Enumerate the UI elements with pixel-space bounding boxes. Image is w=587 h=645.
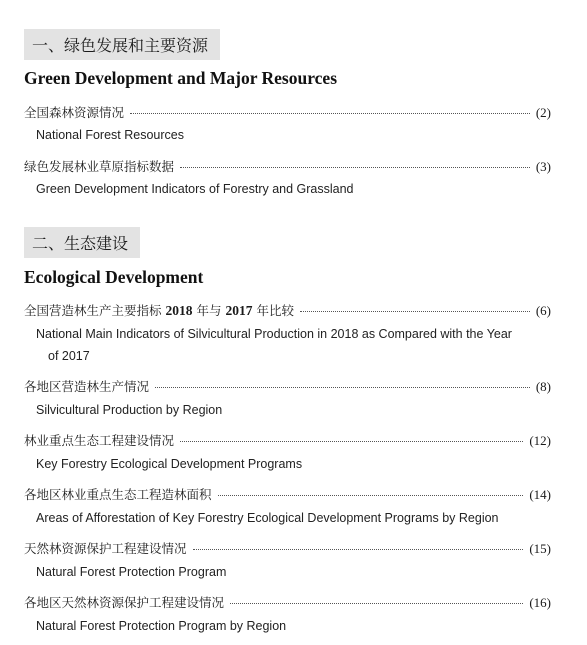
dot-leader bbox=[193, 549, 524, 550]
entry-title-zh: 天然林资源保护工程建设情况 bbox=[24, 541, 187, 556]
entry-title-zh: 绿色发展林业草原指标数据 bbox=[24, 159, 175, 174]
section-2-heading-en: Ecological Development bbox=[24, 267, 204, 287]
toc-entry-zh[interactable] bbox=[24, 593, 551, 611]
entry-title-en: Key Forestry Ecological Development Programs bbox=[36, 457, 303, 471]
entry-title-zh: 林业重点生态工程建设情况 bbox=[24, 433, 175, 448]
year-value: 2017 bbox=[225, 303, 253, 318]
dot-leader bbox=[180, 167, 530, 168]
section-2-heading-zh bbox=[24, 227, 140, 258]
entry-title-zh-part: 年与 bbox=[196, 303, 222, 318]
dot-leader bbox=[230, 603, 523, 604]
entry-title-zh: 各地区天然林资源保护工程建设情况 bbox=[24, 595, 225, 610]
dot-leader bbox=[180, 441, 523, 442]
entry-title-en: Areas of Afforestation of Key Forestry Ecological Development Programs by Region bbox=[36, 511, 499, 525]
entry-title-zh: 全国森林资源情况 bbox=[24, 105, 125, 120]
section-1-heading-zh bbox=[24, 29, 220, 60]
section-2-heading-zh-text: 二、生态建设 bbox=[32, 234, 129, 253]
entry-title-zh-part: 全国营造林生产主要指标 bbox=[24, 303, 162, 318]
dot-leader bbox=[300, 311, 530, 312]
toc-entry-zh[interactable] bbox=[24, 103, 551, 121]
entry-title-zh: 各地区营造林生产情况 bbox=[24, 379, 150, 394]
dot-leader bbox=[130, 113, 530, 114]
entry-title-en: Natural Forest Protection Program bbox=[36, 565, 227, 579]
toc-entry-zh[interactable] bbox=[24, 301, 551, 319]
year-value: 2018 bbox=[165, 303, 193, 318]
page-number: (15) bbox=[529, 541, 551, 556]
entry-title-en: Silvicultural Production by Region bbox=[36, 403, 223, 417]
page-number: (16) bbox=[529, 595, 551, 610]
entry-title-en-cont: of 2017 bbox=[48, 349, 90, 363]
page-number: (14) bbox=[529, 487, 551, 502]
dot-leader bbox=[218, 495, 524, 496]
section-1-heading-en: Green Development and Major Resources bbox=[24, 68, 338, 88]
entry-title-en-line: National Main Indicators of Silvicultural Production in 2018 as Compared with the Year bbox=[36, 327, 512, 341]
toc-entry-zh[interactable] bbox=[24, 157, 551, 175]
page-number: (6) bbox=[535, 303, 551, 318]
section-1-heading-zh-text: 一、绿色发展和主要资源 bbox=[32, 36, 209, 55]
entry-title-en: Green Development Indicators of Forestry and Grassland bbox=[36, 182, 354, 196]
page-number: (8) bbox=[535, 379, 551, 394]
toc-entry-zh[interactable] bbox=[24, 485, 551, 503]
entry-title-en bbox=[36, 323, 526, 367]
page-number: (12) bbox=[529, 433, 551, 448]
entry-title-zh bbox=[24, 301, 294, 319]
page-number: (3) bbox=[535, 159, 551, 174]
toc-entry-zh[interactable] bbox=[24, 377, 551, 395]
entry-title-zh: 各地区林业重点生态工程造林面积 bbox=[24, 487, 212, 502]
dot-leader bbox=[155, 387, 530, 388]
entry-title-zh-part: 年比较 bbox=[256, 303, 294, 318]
toc-entry-zh[interactable] bbox=[24, 539, 551, 557]
page-number: (2) bbox=[535, 105, 551, 120]
toc-entry-zh[interactable] bbox=[24, 431, 551, 449]
entry-title-en: Natural Forest Protection Program by Region bbox=[36, 619, 287, 633]
entry-title-en: National Forest Resources bbox=[36, 128, 184, 142]
